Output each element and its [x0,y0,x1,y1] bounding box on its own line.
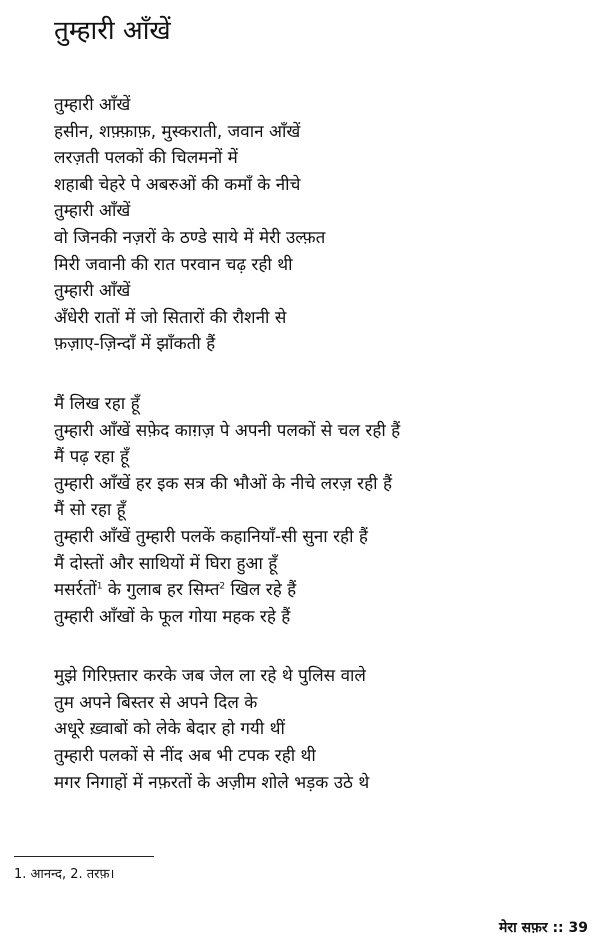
poem-line: तुम्हारी पलकों से नींद अब भी टपक रही थी [54,746,316,767]
poem-line: फ़ज़ाए-ज़िन्दाँ में झाँकती हैं [54,334,216,355]
poem-line: तुम्हारी आँखें तुम्हारी पलकें कहानियाँ-सी सुना रही हैं [54,526,368,547]
poem-line: तुम अपने बिस्तर से अपने दिल के [54,692,258,713]
poem-line: मगर निगाहों में नफ़रतों के अज़ीम शोले भड़क उठे थे [54,772,370,793]
poem-line-annotated [54,577,584,604]
line-fragment: के गुलाब हर सिम्त [102,580,220,601]
footnote-marker: 2 [219,581,226,592]
poem-line: तुम्हारी आँखें [54,201,131,222]
poem-line: तुम्हारी आँखें [54,281,131,302]
page-folio: मेरा सफ़र :: 39 [498,920,588,936]
stanza-3 [54,663,584,796]
poem-line: मैं पढ़ रहा हूँ [54,447,130,468]
poem-line: हसीन, शफ़्फ़ाफ़, मुस्कराती, जवान आँखें [54,121,301,142]
stanza-1 [54,92,584,358]
poem-line: तुम्हारी आँखों के फूल गोया महक रहे हैं [54,606,291,627]
poem-line: अधूरे ख़्वाबों को लेके बेदार हो गयी थीं [54,719,285,740]
poem-line: वो जिनकी नज़रों के ठण्डे साये में मेरी उल्फ़त [54,227,326,248]
poem-line: मिरी जवानी की रात परवान चढ़ रही थी [54,254,293,275]
stanza-2 [54,391,584,630]
poem-line: शहाबी चेहरे पे अबरुओं की कमाँ के नीचे [54,174,301,195]
footnote-marker: 1 [96,581,103,592]
footnote-divider [14,856,154,857]
poem-line: अँधेरी रातों में जो सितारों की रौशनी से [54,307,287,328]
footnote-text: 1. आनन्द, 2. तरफ़। [14,867,115,882]
poem-line: तुम्हारी आँखें हर इक सत्र की भौओं के नीचे लरज़ रही हैं [54,473,392,494]
line-fragment: खिल रहे हैं [225,580,297,601]
poem-line: मुझे गिरिफ़्तार करके जब जेल ला रहे थे पुलिस वाले [54,666,366,687]
poem-line: तुम्हारी आँखें [54,95,131,115]
poem-line: मैं दोस्तों और साथियों में घिरा हुआ हूँ [54,553,278,574]
poem-line: मैं लिख रहा हूँ [54,393,140,414]
line-fragment: मसर्रतों [54,580,97,601]
poem-title: तुम्हारी आँखें [54,16,171,46]
poem-line: तुम्हारी आँखें सफ़ेद काग़ज़ पे अपनी पलकों से चल रही हैं [54,420,401,441]
poem-body [54,92,584,796]
poem-line: मैं सो रहा हूँ [54,500,126,521]
poem-line: लरज़ती पलकों की चिलमनों में [54,148,238,169]
